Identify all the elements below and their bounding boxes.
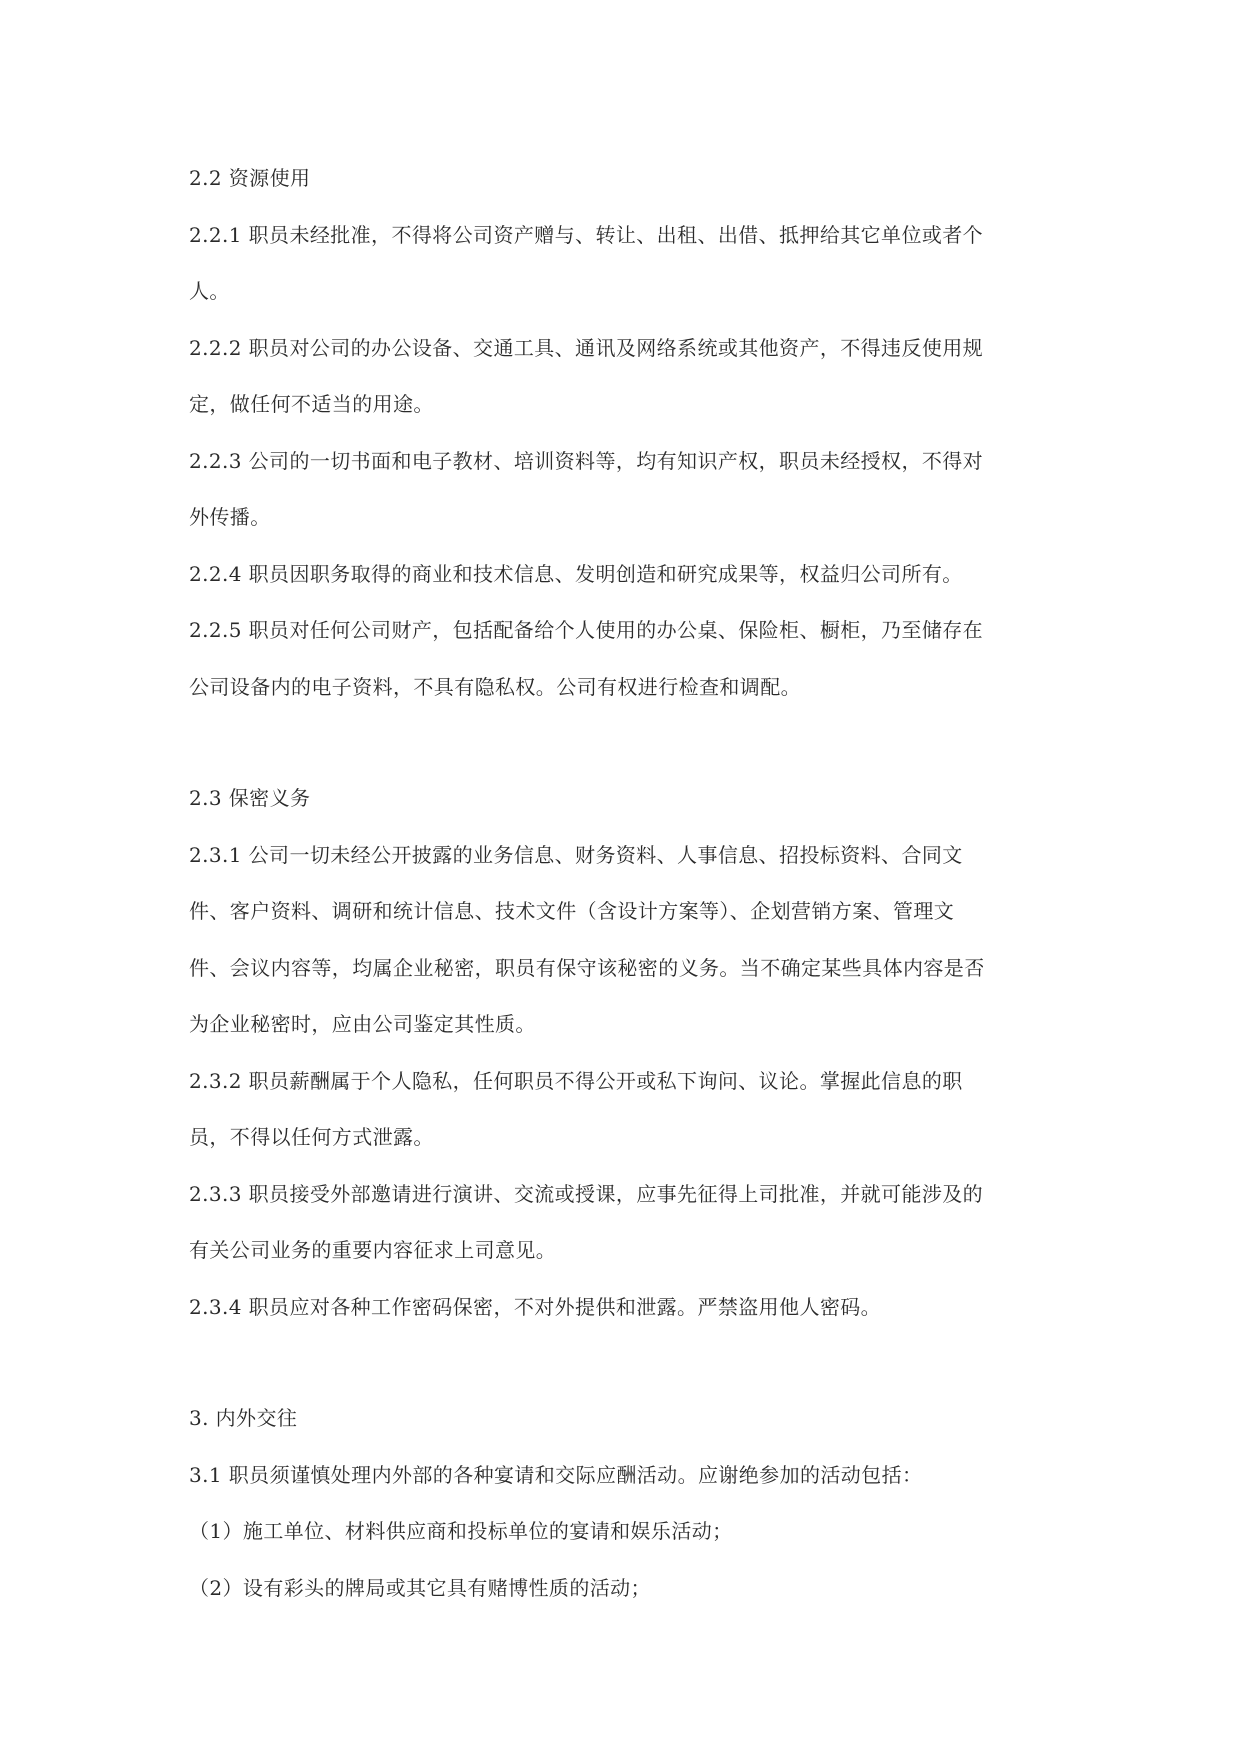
section-heading-3: 3. 内外交往 <box>189 1406 298 1430</box>
paragraph-line: 件、会议内容等，均属企业秘密，职员有保守该秘密的义务。当不确定某些具体内容是否 <box>189 955 985 980</box>
document-body <box>189 150 1049 1616</box>
paragraph-line: 2.3.3 职员接受外部邀请进行演讲、交流或授课，应事先征得上司批准，并就可能涉及的 <box>189 1181 984 1206</box>
paragraph-line: 员，不得以任何方式泄露。 <box>189 1125 434 1149</box>
paragraph-line: 有关公司业务的重要内容征求上司意见。 <box>189 1238 557 1262</box>
paragraph-line: 件、客户资料、调研和统计信息、技术文件（含设计方案等）、企划营销方案、管理文 <box>189 899 955 923</box>
paragraph-line: 2.2.2 职员对公司的办公设备、交通工具、通讯及网络系统或其他资产，不得违反使用规 <box>189 335 984 360</box>
paragraph-line: 公司设备内的电子资料，不具有隐私权。公司有权进行检查和调配。 <box>189 674 801 699</box>
paragraph-line: 定，做任何不适当的用途。 <box>189 392 434 416</box>
paragraph-line: 2.2.4 职员因职务取得的商业和技术信息、发明创造和研究成果等，权益归公司所有。 <box>189 561 963 586</box>
section-heading-2-2: 2.2 资源使用 <box>189 166 311 190</box>
paragraph-line: 外传播。 <box>189 505 271 529</box>
paragraph-line: 为企业秘密时，应由公司鉴定其性质。 <box>189 1012 536 1036</box>
section-spacer <box>189 1335 1049 1390</box>
section-spacer <box>189 715 1049 770</box>
section-heading-2-3: 2.3 保密义务 <box>189 786 311 810</box>
paragraph-line: 2.3.4 职员应对各种工作密码保密，不对外提供和泄露。严禁盗用他人密码。 <box>189 1294 882 1319</box>
list-item: （1）施工单位、材料供应商和投标单位的宴请和娱乐活动； <box>189 1519 733 1543</box>
list-item: （2）设有彩头的牌局或其它具有赌博性质的活动； <box>189 1575 651 1600</box>
paragraph-line: 2.2.1 职员未经批准，不得将公司资产赠与、转让、出租、出借、抵押给其它单位或者个 <box>189 222 984 247</box>
paragraph-line: 人。 <box>189 279 230 303</box>
paragraph-line: 2.3.1 公司一切未经公开披露的业务信息、财务资料、人事信息、招投标资料、合同文 <box>189 842 963 867</box>
paragraph-line: 2.2.5 职员对任何公司财产，包括配备给个人使用的办公桌、保险柜、橱柜，乃至储存在 <box>189 618 984 642</box>
paragraph-line: 2.3.2 职员薪酬属于个人隐私，任何职员不得公开或私下询问、议论。掌握此信息的职 <box>189 1068 963 1093</box>
paragraph-line: 3.1 职员须谨慎处理内外部的各种宴请和交际应酬活动。应谢绝参加的活动包括： <box>189 1462 923 1487</box>
paragraph-line: 2.2.3 公司的一切书面和电子教材、培训资料等，均有知识产权，职员未经授权，不得对 <box>189 448 984 473</box>
